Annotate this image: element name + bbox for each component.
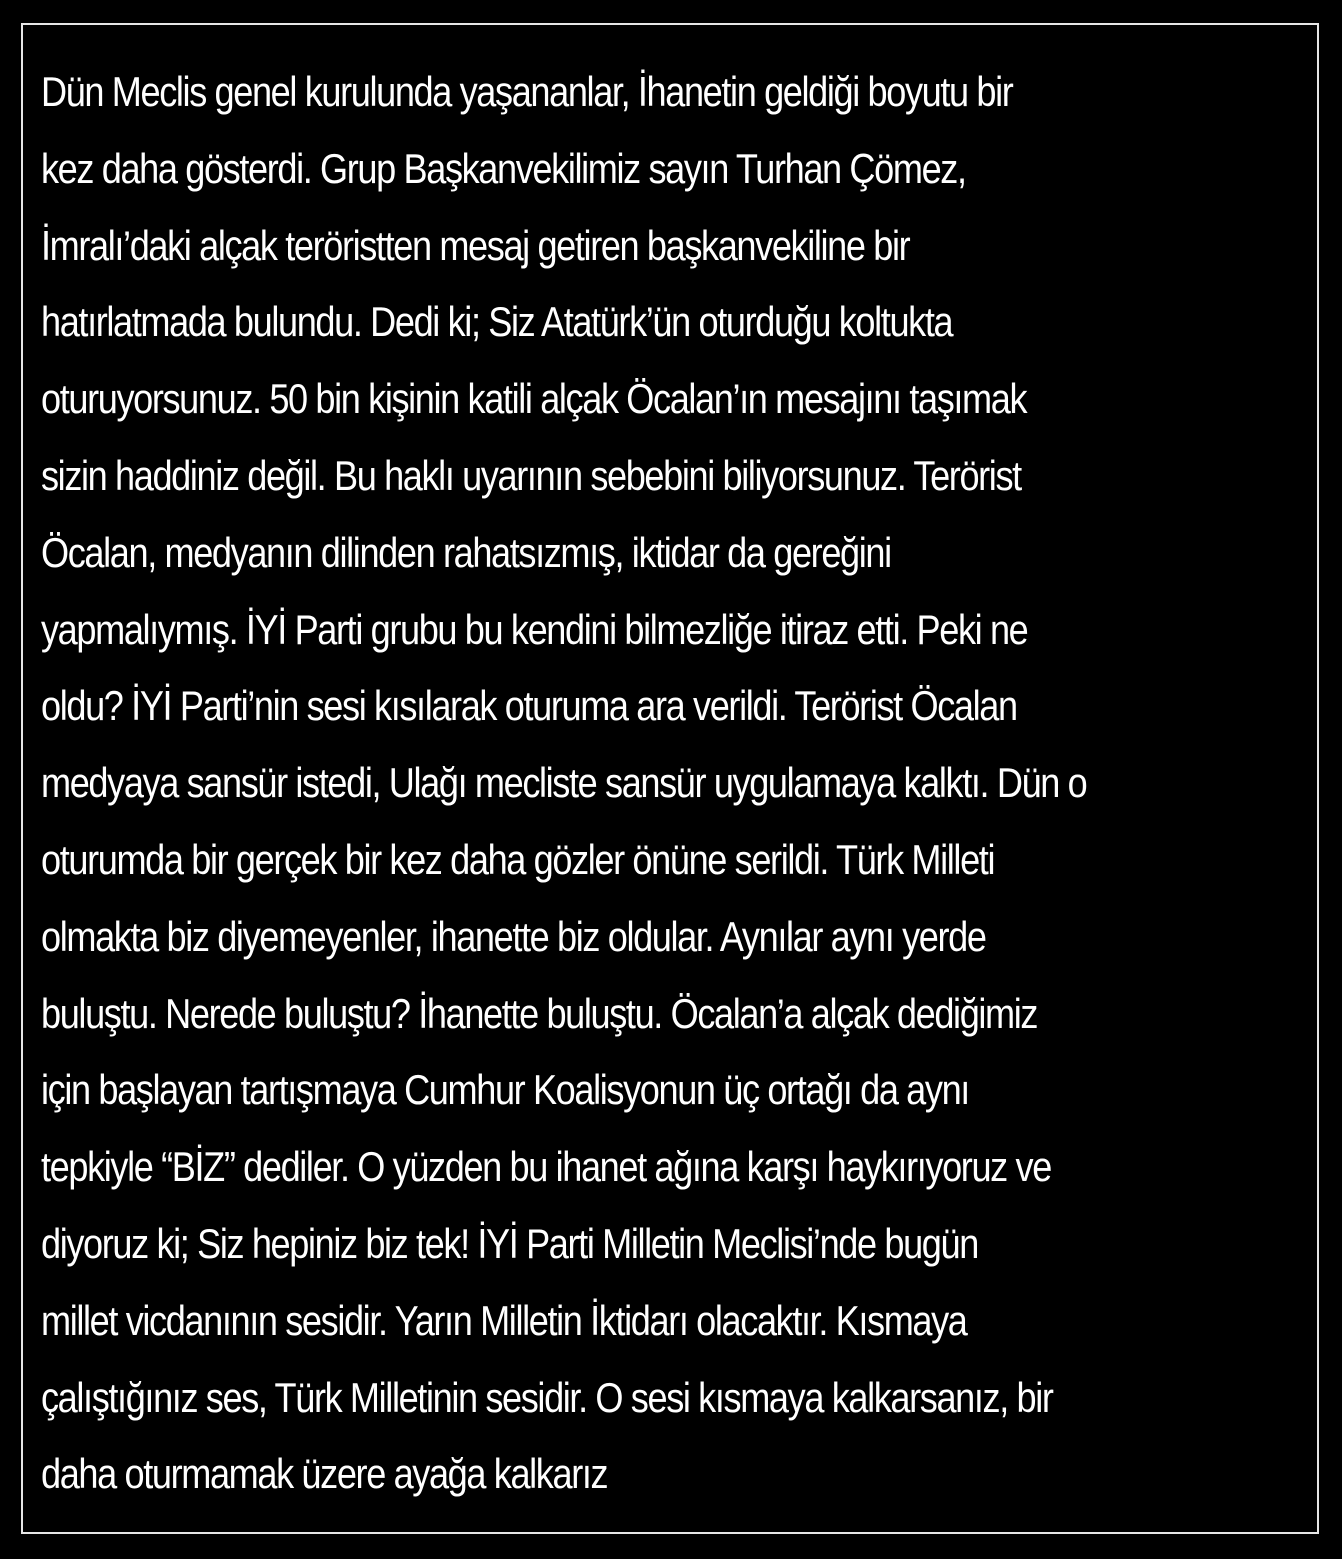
statement-line: hatırlatmada bulundu. Dedi ki; Siz Atatürk’ün oturduğu koltukta bbox=[41, 298, 953, 346]
statement-line: tepkiyle “BİZ” dediler. O yüzden bu ihanet ağına karşı haykırıyoruz ve bbox=[41, 1143, 1051, 1191]
statement-line: oturuyorsunuz. 50 bin kişinin katili alçak Öcalan’ın mesajını taşımak bbox=[41, 375, 1027, 423]
statement-line: sizin haddiniz değil. Bu haklı uyarının sebebini biliyorsunuz. Terörist bbox=[41, 451, 1021, 499]
statement-line: Dün Meclis genel kurulunda yaşananlar, İhanetin geldiği boyutu bir bbox=[41, 68, 1013, 115]
statement-line: için başlayan tartışmaya Cumhur Koalisyonun üç ortağı da aynı bbox=[41, 1066, 969, 1114]
statement-line: olmakta biz diyemeyenler, ihanette biz oldular. Aynılar aynı yerde bbox=[41, 912, 986, 960]
statement-line: çalıştığınız ses, Türk Milletinin sesidir. O sesi kısmaya kalkarsanız, bir bbox=[41, 1373, 1053, 1421]
statement-line: yapmalıymış. İYİ Parti grubu bu kendini bilmezliğe itiraz etti. Peki ne bbox=[41, 605, 1028, 653]
statement-line: Öcalan, medyanın dilinden rahatsızmış, iktidar da gereğini bbox=[41, 528, 891, 576]
statement-line: millet vicdanının sesidir. Yarın Milletin İktidarı olacaktır. Kısmaya bbox=[41, 1296, 967, 1344]
statement-line: buluştu. Nerede buluştu? İhanette buluştu. Öcalan’a alçak dediğimiz bbox=[41, 989, 1038, 1037]
statement-line: oturumda bir gerçek bir kez daha gözler önüne serildi. Türk Milleti bbox=[41, 835, 995, 883]
statement-line: kez daha gösterdi. Grup Başkanvekilimiz sayın Turhan Çömez, bbox=[41, 144, 966, 192]
statement-line: İmralı’daki alçak teröristten mesaj getiren başkanvekiline bir bbox=[41, 221, 910, 269]
statement-line: medyaya sansür istedi, Ulağı mecliste sansür uygulamaya kalktı. Dün o bbox=[41, 759, 1087, 807]
statement-text bbox=[41, 54, 1107, 1513]
statement-line: daha oturmamak üzere ayağa kalkarız bbox=[41, 1450, 608, 1498]
statement-line: diyoruz ki; Siz hepiniz biz tek! İYİ Parti Milletin Meclisi’nde bugün bbox=[41, 1219, 978, 1267]
statement-line: oldu? İYİ Parti’nin sesi kısılarak oturuma ara verildi. Terörist Öcalan bbox=[41, 682, 1017, 730]
